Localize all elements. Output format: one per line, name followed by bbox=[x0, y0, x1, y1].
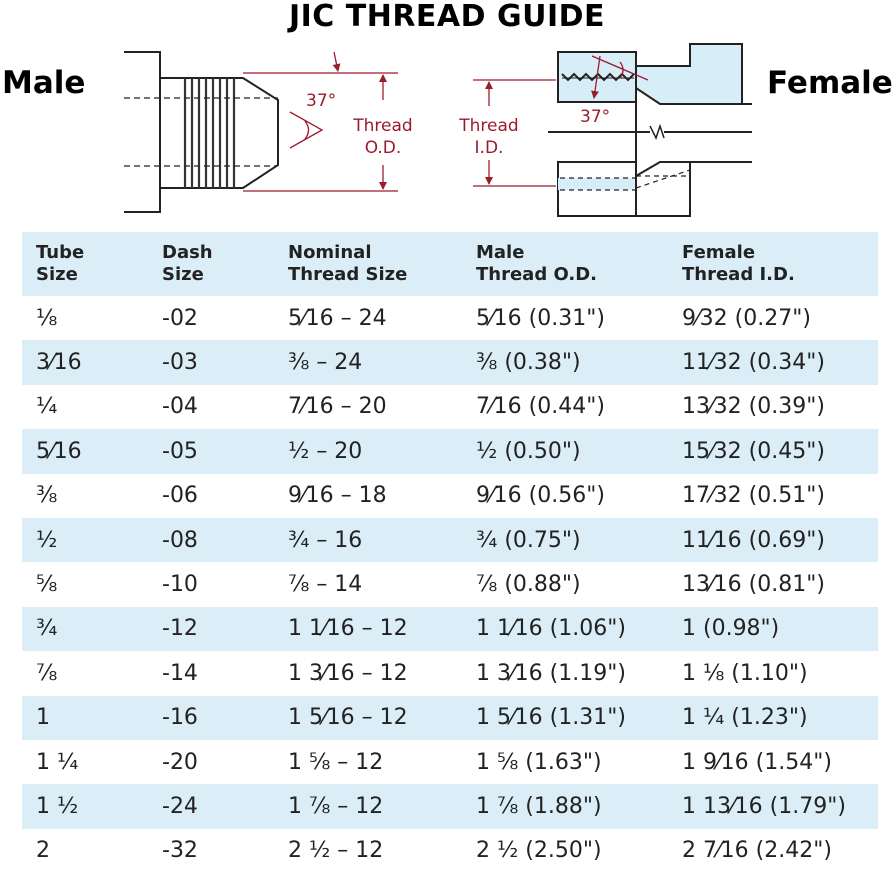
thread-od-label-line1: Thread bbox=[353, 116, 413, 136]
table-cell: 2 bbox=[36, 838, 50, 864]
table-cell: 1 (0.98") bbox=[682, 616, 780, 642]
column-header: Tube Size bbox=[36, 242, 85, 285]
table-cell: 1 ⅞ – 12 bbox=[288, 793, 384, 819]
column-header: Male Thread O.D. bbox=[476, 242, 597, 285]
female-label: Female bbox=[767, 65, 893, 101]
table-row bbox=[22, 296, 878, 340]
table-cell: 1 3⁄16 (1.19") bbox=[476, 660, 626, 686]
page-title: JIC THREAD GUIDE bbox=[288, 0, 606, 34]
table-cell: 13⁄16 (0.81") bbox=[682, 572, 825, 598]
table-row bbox=[22, 607, 878, 651]
table-cell: ½ – 20 bbox=[288, 438, 363, 464]
table-cell: ½ (0.50") bbox=[476, 438, 581, 464]
table-cell: 1 ¼ (1.23") bbox=[682, 705, 808, 731]
table-cell: ⅞ bbox=[36, 660, 58, 686]
table-cell: 2 ½ – 12 bbox=[288, 838, 384, 864]
table-cell: -02 bbox=[162, 305, 198, 331]
table-cell: 1 ⅞ (1.88") bbox=[476, 793, 602, 819]
table-row bbox=[22, 784, 878, 828]
table-cell: 7⁄16 – 20 bbox=[288, 394, 387, 420]
table-cell: 7⁄16 (0.44") bbox=[476, 394, 605, 420]
table-cell: 1 ⅝ (1.63") bbox=[476, 749, 602, 775]
table-row bbox=[22, 340, 878, 384]
table-cell: 9⁄16 (0.56") bbox=[476, 483, 605, 509]
table-cell: 1 ¼ bbox=[36, 749, 79, 775]
table-cell: 1 ⅛ (1.10") bbox=[682, 660, 808, 686]
table-cell: ¾ bbox=[36, 616, 58, 642]
table-header-row bbox=[22, 232, 878, 296]
fitting-diagram bbox=[0, 0, 894, 232]
table-cell: ⅞ – 14 bbox=[288, 572, 363, 598]
table-cell: 1 ½ bbox=[36, 793, 79, 819]
table-cell: 1 9⁄16 (1.54") bbox=[682, 749, 832, 775]
table-cell: 1 5⁄16 (1.31") bbox=[476, 705, 626, 731]
male-fitting bbox=[124, 52, 278, 212]
table-cell: 3⁄16 bbox=[36, 350, 82, 376]
table-row bbox=[22, 740, 878, 784]
table-cell: 1 5⁄16 – 12 bbox=[288, 705, 408, 731]
column-header: Dash Size bbox=[162, 242, 213, 285]
table-cell: -14 bbox=[162, 660, 198, 686]
table-cell: -24 bbox=[162, 793, 198, 819]
table-cell: 5⁄16 (0.31") bbox=[476, 305, 605, 331]
table-row bbox=[22, 562, 878, 606]
table-row bbox=[22, 829, 878, 873]
table-cell: 13⁄32 (0.39") bbox=[682, 394, 825, 420]
table-cell: -12 bbox=[162, 616, 198, 642]
table-row bbox=[22, 474, 878, 518]
male-label: Male bbox=[2, 65, 86, 101]
table-cell: 11⁄16 (0.69") bbox=[682, 527, 825, 553]
table-cell: 17⁄32 (0.51") bbox=[682, 483, 825, 509]
table-row bbox=[22, 696, 878, 740]
table-cell: -08 bbox=[162, 527, 198, 553]
table-cell: 1 3⁄16 – 12 bbox=[288, 660, 408, 686]
table-cell: 1 bbox=[36, 705, 50, 731]
table-cell: ⅜ (0.38") bbox=[476, 350, 581, 376]
table-cell: ⅞ (0.88") bbox=[476, 572, 581, 598]
table-cell: 1 13⁄16 (1.79") bbox=[682, 793, 846, 819]
table-cell: 9⁄32 (0.27") bbox=[682, 305, 811, 331]
table-cell: 1 1⁄16 – 12 bbox=[288, 616, 408, 642]
table-cell: ⅝ bbox=[36, 572, 58, 598]
table-cell: -32 bbox=[162, 838, 198, 864]
thread-od-label-line2: O.D. bbox=[364, 138, 402, 158]
table-cell: 1 ⅝ – 12 bbox=[288, 749, 384, 775]
table-cell: ¾ – 16 bbox=[288, 527, 363, 553]
table-cell: -05 bbox=[162, 438, 198, 464]
thread-id-label-line1: Thread bbox=[459, 116, 519, 136]
table-cell: ¾ (0.75") bbox=[476, 527, 581, 553]
table-cell: -04 bbox=[162, 394, 198, 420]
table-row bbox=[22, 651, 878, 695]
table-cell: 11⁄32 (0.34") bbox=[682, 350, 825, 376]
male-angle-label: 37° bbox=[306, 91, 337, 111]
table-cell: 5⁄16 bbox=[36, 438, 82, 464]
table-cell: 9⁄16 – 18 bbox=[288, 483, 387, 509]
thread-id-label-line2: I.D. bbox=[474, 138, 504, 158]
table-cell: ⅜ bbox=[36, 483, 58, 509]
column-header: Nominal Thread Size bbox=[288, 242, 408, 285]
table-cell: 2 ½ (2.50") bbox=[476, 838, 602, 864]
table-cell: ½ bbox=[36, 527, 58, 553]
table-cell: -16 bbox=[162, 705, 198, 731]
table-cell: 15⁄32 (0.45") bbox=[682, 438, 825, 464]
table-cell: 2 7⁄16 (2.42") bbox=[682, 838, 832, 864]
table-cell: ¼ bbox=[36, 394, 58, 420]
female-fitting bbox=[548, 44, 752, 216]
table-cell: -06 bbox=[162, 483, 198, 509]
jic-thread-table bbox=[22, 232, 878, 873]
table-cell: -20 bbox=[162, 749, 198, 775]
male-hex-body bbox=[124, 52, 160, 212]
table-cell: -10 bbox=[162, 572, 198, 598]
table-cell: ⅜ – 24 bbox=[288, 350, 363, 376]
table-row bbox=[22, 385, 878, 429]
table-cell: -03 bbox=[162, 350, 198, 376]
table-cell: ⅛ bbox=[36, 305, 58, 331]
table-row bbox=[22, 429, 878, 473]
table-cell: 5⁄16 – 24 bbox=[288, 305, 387, 331]
table-cell: 1 1⁄16 (1.06") bbox=[476, 616, 626, 642]
table-row bbox=[22, 518, 878, 562]
female-angle-label: 37° bbox=[580, 107, 611, 127]
column-header: Female Thread I.D. bbox=[682, 242, 795, 285]
